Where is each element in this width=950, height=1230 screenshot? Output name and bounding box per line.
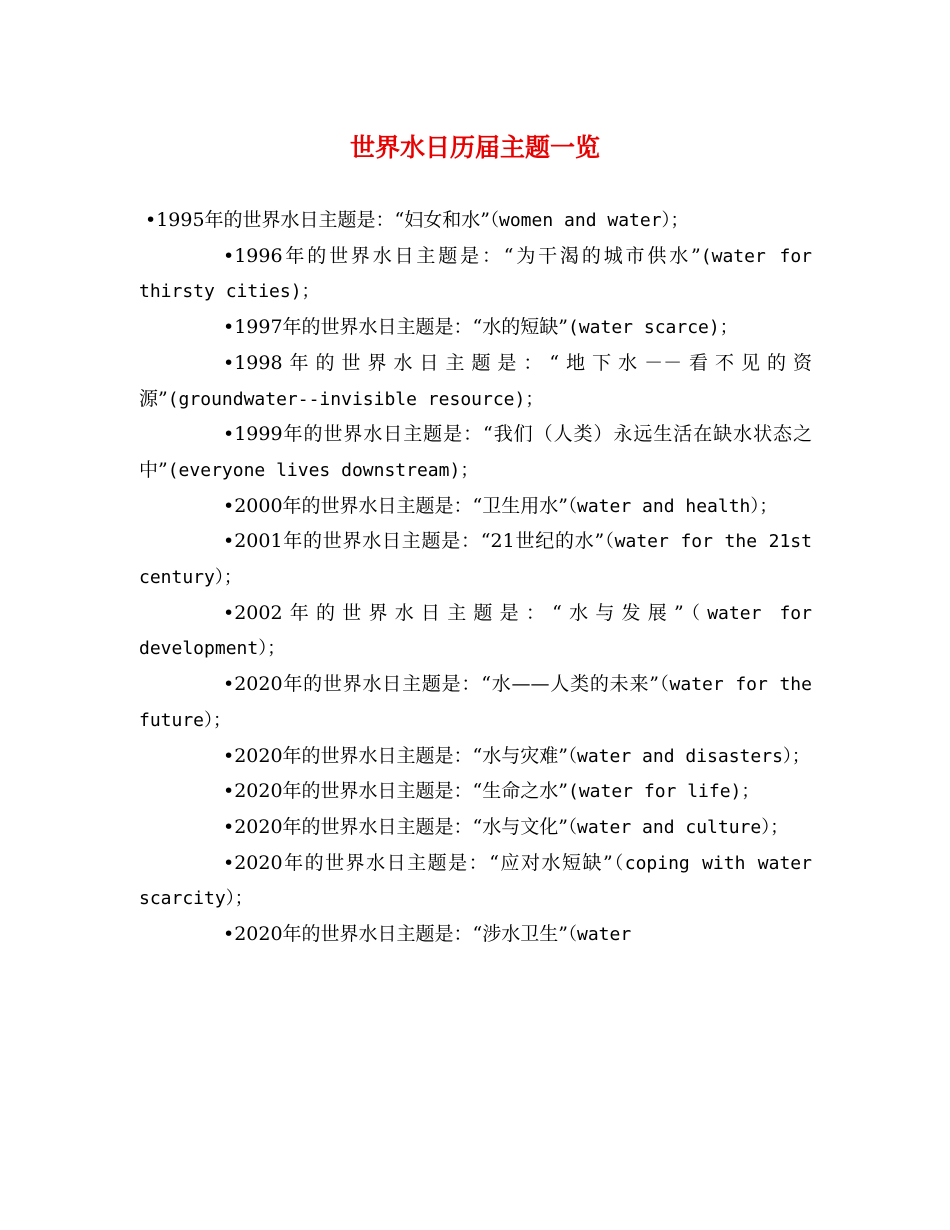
entry-chinese: •2020年的世界水日主题是：“水与文化”	[223, 815, 568, 838]
entry-english: (everyone lives downstream)；	[167, 459, 479, 481]
theme-list	[139, 203, 812, 953]
entry-chinese: •2000年的世界水日主题是：“卫生用水”	[223, 494, 568, 517]
entry-english: （water	[568, 924, 632, 946]
entry-english: (water for thirsty cities)；	[139, 245, 812, 303]
entry-english: （women and water）；	[490, 210, 689, 231]
entry-chinese: •1998年的世界水日主题是：“地下水－－看不见的资源”	[139, 351, 812, 410]
entry-chinese: •2020年的世界水日主题是：“生命之水”	[223, 780, 568, 803]
list-item	[139, 203, 812, 239]
entry-chinese: •1995年的世界水日主题是：“妇女和水”	[145, 209, 490, 231]
list-item	[139, 489, 812, 525]
entry-english: （water and health）；	[568, 495, 778, 517]
list-item	[139, 739, 812, 775]
list-item	[139, 810, 812, 846]
entry-chinese: •2002年的世界水日主题是：“水与发展”	[223, 601, 684, 624]
list-item	[139, 524, 812, 595]
list-item	[139, 667, 812, 738]
entry-chinese: •1996年的世界水日主题是：“为干渴的城市供水”	[223, 244, 701, 267]
entry-english: （water for the 21st century）；	[139, 531, 812, 589]
list-item	[139, 239, 812, 310]
entry-chinese: •1999年的世界水日主题是：“我们（人类）永远生活在缺水状态之中”	[139, 423, 812, 481]
entry-english: (water for life)；	[568, 781, 760, 803]
entry-english: (groundwater--invisible resource)；	[167, 388, 544, 410]
entry-english: （water for the future）；	[139, 674, 812, 731]
entry-english: （coping with water scarcity）；	[139, 852, 812, 910]
list-item	[139, 417, 812, 488]
list-item	[139, 346, 812, 417]
list-item	[139, 310, 812, 346]
entry-english: （water and disasters）；	[568, 745, 810, 767]
entry-chinese: •2020年的世界水日主题是：“水——人类的未来”	[223, 673, 659, 696]
list-item	[139, 774, 812, 810]
entry-chinese: •2020年的世界水日主题是：“水与灾难”	[223, 744, 568, 767]
entry-english: （water for development）；	[139, 602, 812, 660]
entry-chinese: •2001年的世界水日主题是：“21世纪的水”	[223, 530, 605, 553]
entry-chinese: •2020年的世界水日主题是：“涉水卫生”	[223, 923, 568, 946]
list-item	[139, 917, 812, 953]
list-item	[139, 846, 812, 917]
entry-english: (water scarce)；	[568, 317, 738, 339]
entry-english: （water and culture）；	[568, 816, 789, 838]
list-item	[139, 596, 812, 667]
entry-chinese: •2020年的世界水日主题是：“应对水短缺”	[223, 851, 613, 874]
entry-chinese: •1997年的世界水日主题是：“水的短缺”	[223, 316, 568, 339]
page-title: 世界水日历届主题一览	[349, 133, 600, 162]
